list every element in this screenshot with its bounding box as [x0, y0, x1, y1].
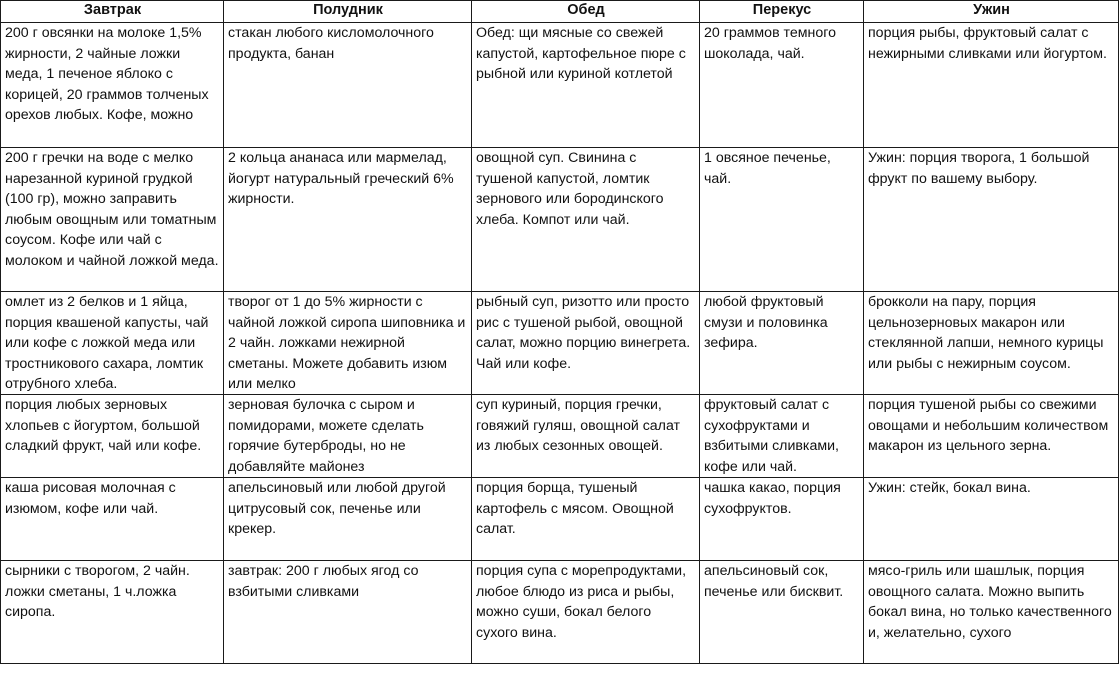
- cell-lunch: [472, 23, 700, 148]
- cell-text: порция тушеной рыбы со свежими овощами и небольшим количеством макарон из цельного зерна.: [868, 397, 1109, 454]
- cell-text: апельсиновый или любой другой цитрусовый сок, печенье или крекер.: [228, 480, 446, 537]
- cell-text: Обед: щи мясные со свежей капустой, картофельное пюре с рыбной или куриной котлетой: [476, 25, 686, 82]
- cell-snack: [700, 292, 864, 395]
- cell-lunch: [472, 395, 700, 478]
- cell-text: Ужин: порция творога, 1 большой фрукт по вашему выбору.: [868, 150, 1090, 187]
- cell-lunch: [472, 478, 700, 561]
- cell-text: чашка какао, порция сухофруктов.: [704, 480, 841, 517]
- table-row: [1, 561, 1119, 664]
- cell-dinner: [864, 292, 1119, 395]
- cell-dinner: [864, 23, 1119, 148]
- cell-dinner: [864, 478, 1119, 561]
- cell-text: каша рисовая молочная с изюмом, кофе или чай.: [5, 480, 176, 517]
- cell-breakfast: [1, 148, 224, 292]
- cell-text: овощной суп. Свинина с тушеной капустой, ломтик зернового или бородинского хлеба. Компот или чай.: [476, 150, 664, 228]
- cell-snack: [700, 148, 864, 292]
- cell-afternoon: [224, 395, 472, 478]
- cell-text: порция борща, тушеный картофель с мясом. Овощной салат.: [476, 480, 674, 537]
- cell-text: 200 г гречки на воде с мелко нарезанной куриной грудкой (100 гр), можно заправить любым овощным или томатным соусом. Кофе или чай с молоком и чайной ложкой меда.: [5, 150, 219, 269]
- cell-dinner: [864, 395, 1119, 478]
- cell-text: сырники с творогом, 2 чайн. ложки сметаны, 1 ч.ложка сиропа.: [5, 563, 190, 620]
- cell-breakfast: [1, 395, 224, 478]
- header-lunch: Обед: [472, 1, 700, 23]
- cell-text: 1 овсяное печенье, чай.: [704, 150, 831, 187]
- cell-afternoon: [224, 561, 472, 664]
- cell-dinner: [864, 148, 1119, 292]
- cell-breakfast: [1, 478, 224, 561]
- header-snack: Перекус: [700, 1, 864, 23]
- table-row: [1, 478, 1119, 561]
- cell-afternoon: [224, 478, 472, 561]
- table-row: [1, 292, 1119, 395]
- cell-text: Ужин: стейк, бокал вина.: [868, 480, 1031, 496]
- cell-snack: [700, 478, 864, 561]
- header-row: [1, 1, 1119, 23]
- cell-breakfast: [1, 561, 224, 664]
- cell-text: брокколи на пару, порция цельнозерновых макарон или стеклянной лапши, немного курицы или рыбы с нежирным соусом.: [868, 294, 1104, 372]
- cell-text: апельсиновый сок, печенье или бисквит.: [704, 563, 844, 600]
- header-breakfast: Завтрак: [1, 1, 224, 23]
- header-dinner: Ужин: [864, 1, 1119, 23]
- cell-afternoon: [224, 23, 472, 148]
- cell-text: любой фруктовый смузи и половинка зефира.: [704, 294, 828, 351]
- cell-text: стакан любого кисломолочного продукта, банан: [228, 25, 434, 62]
- cell-text: омлет из 2 белков и 1 яйца, порция квашеной капусты, чай или кофе с ложкой меда или тростникового сахара, ломтик отрубного хлеба.: [5, 294, 209, 392]
- cell-snack: [700, 23, 864, 148]
- cell-text: порция супа с морепродуктами, любое блюдо из риса и рыбы, можно суши, бокал белого сухого вина.: [476, 563, 687, 641]
- cell-afternoon: [224, 148, 472, 292]
- cell-text: мясо-гриль или шашлык, порция овощного салата. Можно выпить бокал вина, но только качественного и, желательно, сухого: [868, 563, 1112, 641]
- cell-text: порция рыбы, фруктовый салат с нежирными сливками или йогуртом.: [868, 25, 1107, 62]
- cell-text: творог от 1 до 5% жирности с чайной ложкой сиропа шиповника и 2 чайн. ложками нежирной сметаны. Можете добавить изюм или мелко: [228, 294, 466, 392]
- cell-text: рыбный суп, ризотто или просто рис с тушеной рыбой, овощной салат, можно порцию винегрета. Чай или кофе.: [476, 294, 691, 372]
- cell-text: 200 г овсянки на молоке 1,5% жирности, 2 чайные ложки меда, 1 печеное яблоко с корицей, 20 граммов толченых орехов любых. Кофе, можно: [5, 25, 209, 123]
- cell-text: завтрак: 200 г любых ягод со взбитыми сливками: [228, 563, 419, 600]
- cell-text: суп куриный, порция гречки, говяжий гуляш, овощной салат из любых сезонных овощей.: [476, 397, 681, 454]
- cell-dinner: [864, 561, 1119, 664]
- cell-breakfast: [1, 292, 224, 395]
- cell-snack: [700, 395, 864, 478]
- cell-text: порция любых зерновых хлопьев с йогуртом, большой сладкий фрукт, чай или кофе.: [5, 397, 202, 454]
- table-row: [1, 395, 1119, 478]
- table-row: [1, 23, 1119, 148]
- table-row: [1, 148, 1119, 292]
- cell-lunch: [472, 292, 700, 395]
- cell-breakfast: [1, 23, 224, 148]
- header-afternoon: Полудник: [224, 1, 472, 23]
- cell-lunch: [472, 561, 700, 664]
- cell-text: зерновая булочка с сыром и помидорами, можете сделать горячие бутерброды, но не добавляйте майонез: [228, 397, 424, 475]
- cell-snack: [700, 561, 864, 664]
- cell-text: 2 кольца ананаса или мармелад, йогурт натуральный греческий 6% жирности.: [228, 150, 454, 207]
- cell-lunch: [472, 148, 700, 292]
- cell-afternoon: [224, 292, 472, 395]
- cell-text: фруктовый салат с сухофруктами и взбитыми сливками, кофе или чай.: [704, 397, 839, 475]
- cell-text: 20 граммов темного шоколада, чай.: [704, 25, 837, 62]
